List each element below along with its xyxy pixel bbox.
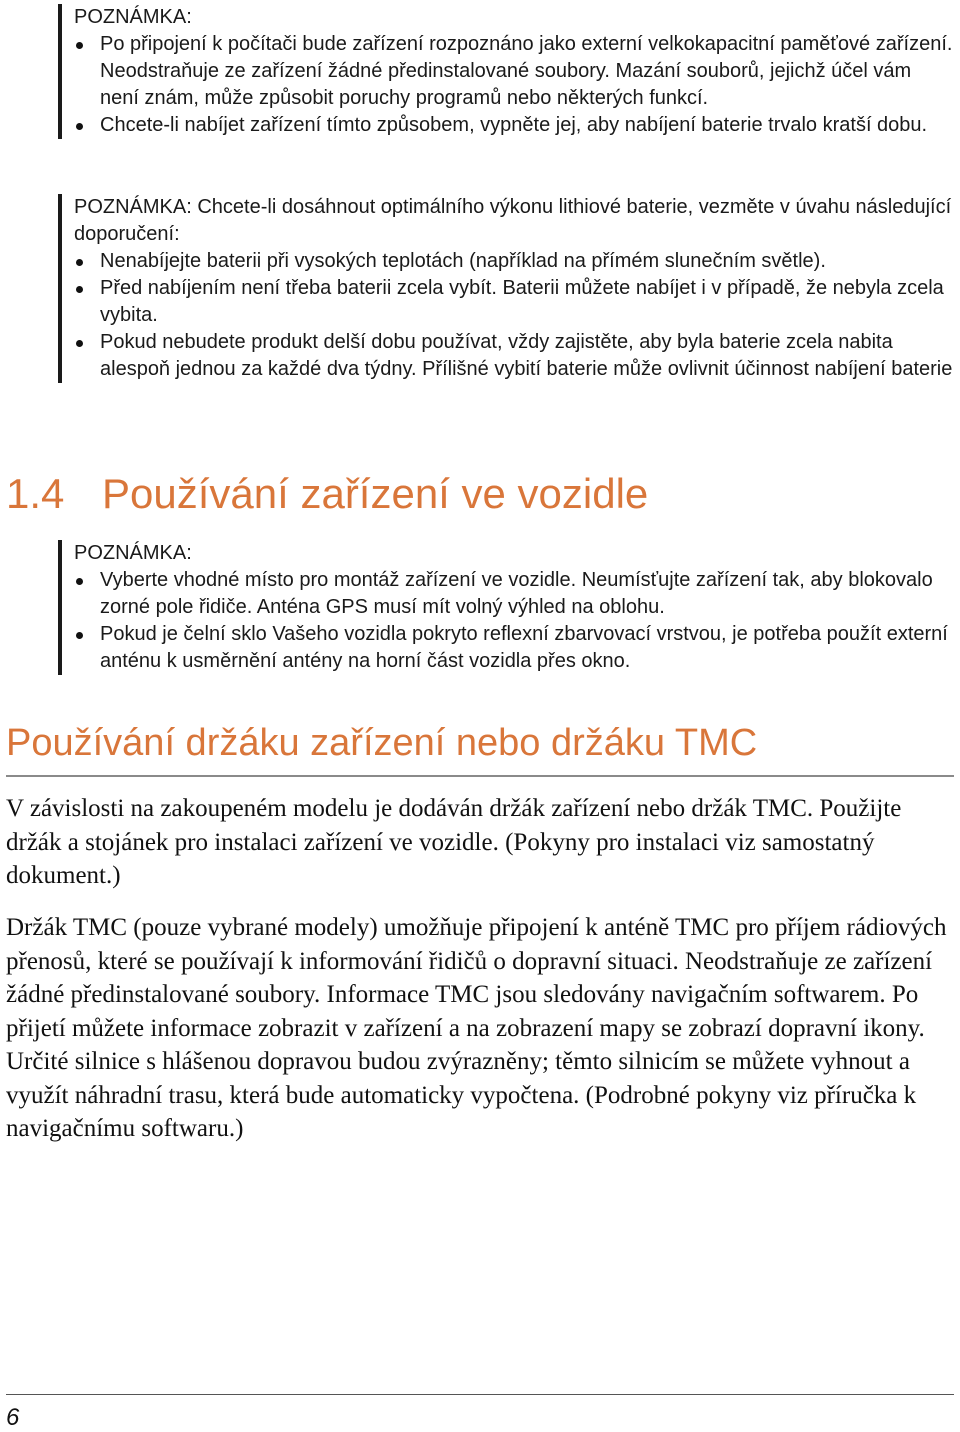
list-item: Před nabíjením není třeba baterii zcela vybít. Baterii můžete nabíjet i v případě, že nebyla zcela vybita. bbox=[74, 275, 954, 329]
note-intro-text: Chcete-li dosáhnout optimálního výkonu lithiové baterie, vezměte v úvahu následující doporučení: bbox=[74, 196, 952, 245]
body-paragraph: V závislosti na zakoupeném modelu je dodáván držák zařízení nebo držák TMC. Použijte držák a stojánek pro instalaci zařízení ve vozidle. (Pokyny pro instalaci viz samostatný dokument.) bbox=[6, 795, 902, 889]
body-paragraph: Držák TMC (pouze vybrané modely) umožňuje připojení k anténě TMC pro příjem rádiových přenosů, které se používají k informování řidičů o dopravní situaci. Neodstraňuje ze zařízení žádné předinstalované soubory. Informace TMC jsou sledovány navigačním softwarem. Po přijetí můžete informace zobrazit v zařízení a na zobrazení mapy se zobrazí dopravní ikony. Určité silnice s hlášenou dopravou budou zvýrazněny; těmto silnicím se můžete vyhnout a využít náhradní trasu, která bude automaticky vypočtena. (Podrobné pokyny viz příručka k navigačnímu softwaru.) bbox=[6, 914, 947, 1142]
note-list bbox=[74, 567, 954, 675]
note-title: POZNÁMKA: bbox=[74, 542, 192, 564]
list-item: Pokud nebudete produkt delší dobu používat, vždy zajistěte, aby byla baterie zcela nabita alespoň jednou za každé dva týdny. Přílišné vybití baterie může ovlivnit účinnost nabíjení baterie bbox=[74, 329, 954, 383]
section-title: Používání zařízení ve vozidle bbox=[102, 470, 649, 517]
list-item: Po připojení k počítači bude zařízení rozpoznáno jako externí velkokapacitní paměťové zařízení. Neodstraňuje ze zařízení žádné předinstalované soubory. Mazání souborů, jejichž účel vám není znám, může způsobit poruchy programů nebo některých funkcí. bbox=[74, 31, 954, 112]
list-item: Pokud je čelní sklo Vašeho vozidla pokryto reflexní zbarvovací vrstvou, je potřeba použít externí anténu k usměrnění antény na horní část vozidla přes okno. bbox=[74, 621, 954, 675]
note-box-2 bbox=[58, 194, 954, 383]
list-item: Chcete-li nabíjet zařízení tímto způsobem, vypněte jej, aby nabíjení baterie trvalo kratší dobu. bbox=[74, 112, 954, 139]
note-label: POZNÁMKA: bbox=[74, 196, 192, 218]
section-heading bbox=[6, 468, 648, 520]
note-list bbox=[74, 31, 954, 139]
note-box-3 bbox=[58, 540, 954, 675]
note-title: POZNÁMKA: bbox=[74, 6, 192, 28]
subsection-title: Používání držáku zařízení nebo držáku TMC bbox=[6, 722, 758, 764]
note-box-1 bbox=[58, 4, 954, 139]
heading-divider bbox=[6, 775, 954, 777]
list-item: Nenabíjejte baterii při vysokých teplotách (například na přímém slunečním světle). bbox=[74, 248, 954, 275]
page-number: 6 bbox=[6, 1404, 20, 1431]
footer-divider bbox=[6, 1394, 954, 1395]
note-intro bbox=[74, 194, 954, 248]
list-item: Vyberte vhodné místo pro montáž zařízení ve vozidle. Neumísťujte zařízení tak, aby blokovalo zorné pole řidiče. Anténa GPS musí mít volný výhled na oblohu. bbox=[74, 567, 954, 621]
section-number: 1.4 bbox=[6, 470, 65, 517]
note-list bbox=[74, 248, 954, 383]
